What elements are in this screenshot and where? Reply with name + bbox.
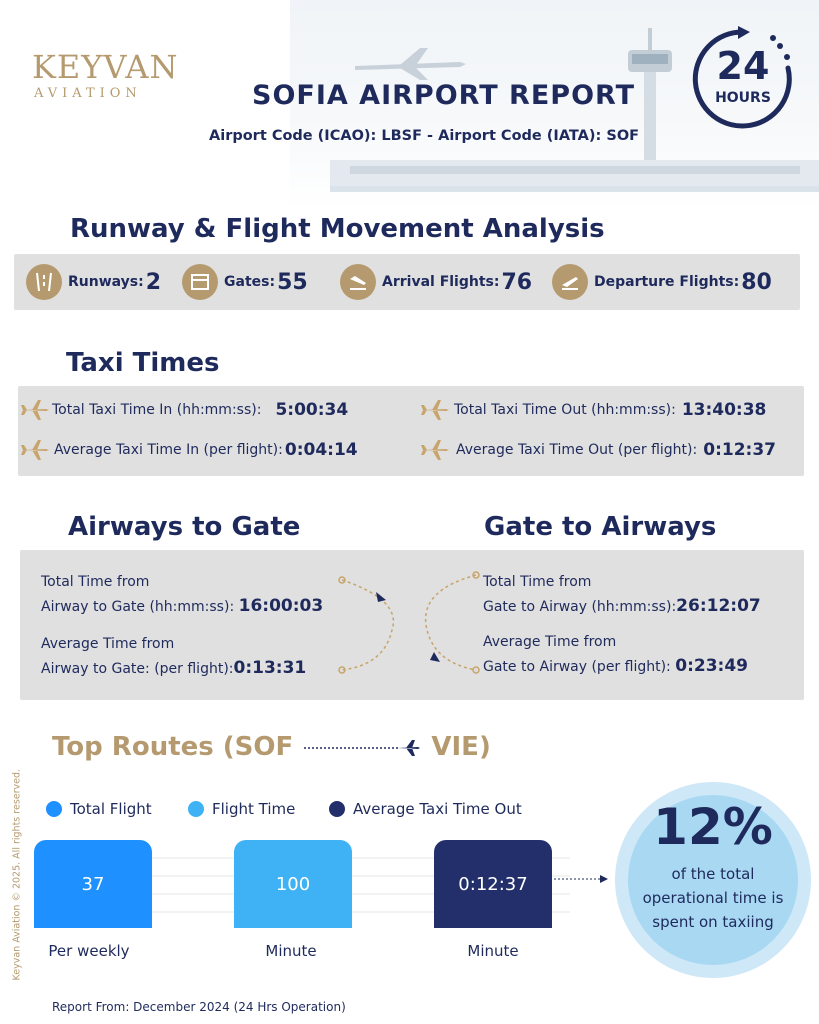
- departure-flights-value: 80: [741, 269, 772, 295]
- plane-icon: [420, 438, 450, 462]
- total-flight-bar: 37: [34, 840, 152, 928]
- routes-to: VIE): [431, 732, 491, 762]
- taxi-time-out-average: [420, 438, 776, 462]
- airway-to-gate-average: [41, 632, 306, 681]
- gate-icon: [182, 264, 218, 300]
- routes-from: Top Routes (SOF: [52, 732, 294, 762]
- taxi-value: 0:04:14: [284, 440, 358, 460]
- gates-value: 55: [277, 269, 308, 295]
- 24-hours-badge: [688, 24, 798, 134]
- airway-value: 16:00:03: [238, 596, 324, 616]
- taxi-label: Average Taxi Time In (per flight):: [54, 442, 283, 458]
- taxi-time-in-average: [20, 438, 358, 462]
- taxi-value: 13:40:38: [681, 400, 767, 420]
- summary-text: [630, 862, 796, 934]
- airway-to-gate-total: [41, 570, 323, 619]
- airway-line1: Total Time from: [41, 574, 150, 590]
- summary-percent: 12%: [653, 798, 773, 856]
- runways-value: 2: [145, 269, 162, 295]
- page-title: SOFIA AIRPORT REPORT: [252, 80, 636, 111]
- legend-item: [329, 800, 522, 818]
- pointer-arrow-icon: [554, 872, 610, 886]
- legend-item: [46, 800, 152, 818]
- route-arrow-icon: [302, 737, 422, 759]
- brand-logo: KEYVAN: [32, 48, 179, 86]
- plane-icon: [420, 398, 450, 422]
- taxi-time-out-total: [420, 398, 766, 422]
- legend-dot: [46, 801, 62, 817]
- airways-box: [20, 550, 804, 700]
- arrival-flights-label: Arrival Flights:: [382, 274, 500, 290]
- plane-illustration: [350, 44, 470, 84]
- arrival-flights-value: 76: [501, 269, 533, 295]
- airway-line2: Airway to Gate: (per flight):: [41, 661, 234, 677]
- bar-caption: Minute: [265, 942, 317, 960]
- flight-time-bar: 100: [234, 840, 352, 928]
- badge-number: 24: [716, 44, 770, 88]
- taxi-label: Total Taxi Time Out (hh:mm:ss):: [454, 402, 676, 418]
- plane-icon: [20, 398, 50, 422]
- badge-label: HOURS: [715, 90, 771, 106]
- airway-line2: Airway to Gate (hh:mm:ss):: [41, 599, 235, 615]
- taxi-times-box: [18, 386, 804, 476]
- airway-value: 26:12:07: [676, 596, 761, 616]
- gates-label: Gates:: [224, 274, 276, 290]
- airway-line2: Gate to Airway (per flight):: [483, 659, 671, 675]
- plane-icon: [20, 438, 50, 462]
- airway-line1: Average Time from: [41, 636, 175, 652]
- arrival-flights-stat: [340, 264, 532, 300]
- airways-to-gate-title: Airways to Gate: [68, 512, 301, 542]
- legend-dot: [188, 801, 204, 817]
- airway-line2: Gate to Airway (hh:mm:ss):: [483, 599, 677, 615]
- routes-title: [52, 732, 491, 762]
- runways-stat: [26, 264, 161, 300]
- airway-line1: Average Time from: [483, 634, 617, 650]
- summary-line: of the total: [671, 865, 755, 883]
- arrival-arc-icon: [332, 570, 402, 680]
- departure-flights-label: Departure Flights:: [594, 274, 740, 290]
- legend-label: Flight Time: [212, 800, 296, 818]
- bar-caption: Minute: [467, 942, 519, 960]
- gate-to-airways-title: Gate to Airways: [484, 512, 717, 542]
- average-taxi-bar: 0:12:37: [434, 840, 552, 928]
- runway-stats-bar: [14, 254, 800, 310]
- gate-to-airway-average: [483, 630, 748, 679]
- departure-arc-icon: [416, 570, 486, 680]
- taxi-value: 5:00:34: [275, 400, 349, 420]
- legend-dot: [329, 801, 345, 817]
- departure-icon: [552, 264, 588, 300]
- runway-section-title: Runway & Flight Movement Analysis: [70, 214, 605, 244]
- legend-label: Total Flight: [70, 800, 152, 818]
- arrival-icon: [340, 264, 376, 300]
- runways-label: Runways:: [68, 274, 144, 290]
- summary-line: spent on taxiing: [652, 913, 774, 931]
- airway-value: 0:23:49: [675, 656, 748, 676]
- legend-label: Average Taxi Time Out: [353, 800, 522, 818]
- runway-icon: [26, 264, 62, 300]
- summary-line: operational time is: [642, 889, 784, 907]
- taxi-value: 0:12:37: [703, 440, 776, 460]
- bar-caption: Per weekly: [48, 942, 130, 960]
- taxi-label: Average Taxi Time Out (per flight):: [456, 442, 698, 458]
- airport-codes: Airport Code (ICAO): LBSF - Airport Code (IATA): SOF: [209, 128, 640, 144]
- taxi-time-in-total: [20, 398, 348, 422]
- gates-stat: [182, 264, 308, 300]
- brand-subtitle: AVIATION: [34, 86, 142, 101]
- departure-flights-stat: [552, 264, 772, 300]
- airway-line1: Total Time from: [483, 574, 592, 590]
- report-from: Report From: December 2024 (24 Hrs Operation): [52, 1000, 346, 1014]
- taxi-section-title: Taxi Times: [66, 348, 220, 378]
- legend-item: [188, 800, 295, 818]
- gate-to-airway-total: [483, 570, 761, 619]
- airway-value: 0:13:31: [233, 658, 307, 678]
- taxi-label: Total Taxi Time In (hh:mm:ss):: [52, 402, 262, 418]
- copyright-notice: Keyvan Aviation © 2025. All rights reserved.: [11, 768, 23, 981]
